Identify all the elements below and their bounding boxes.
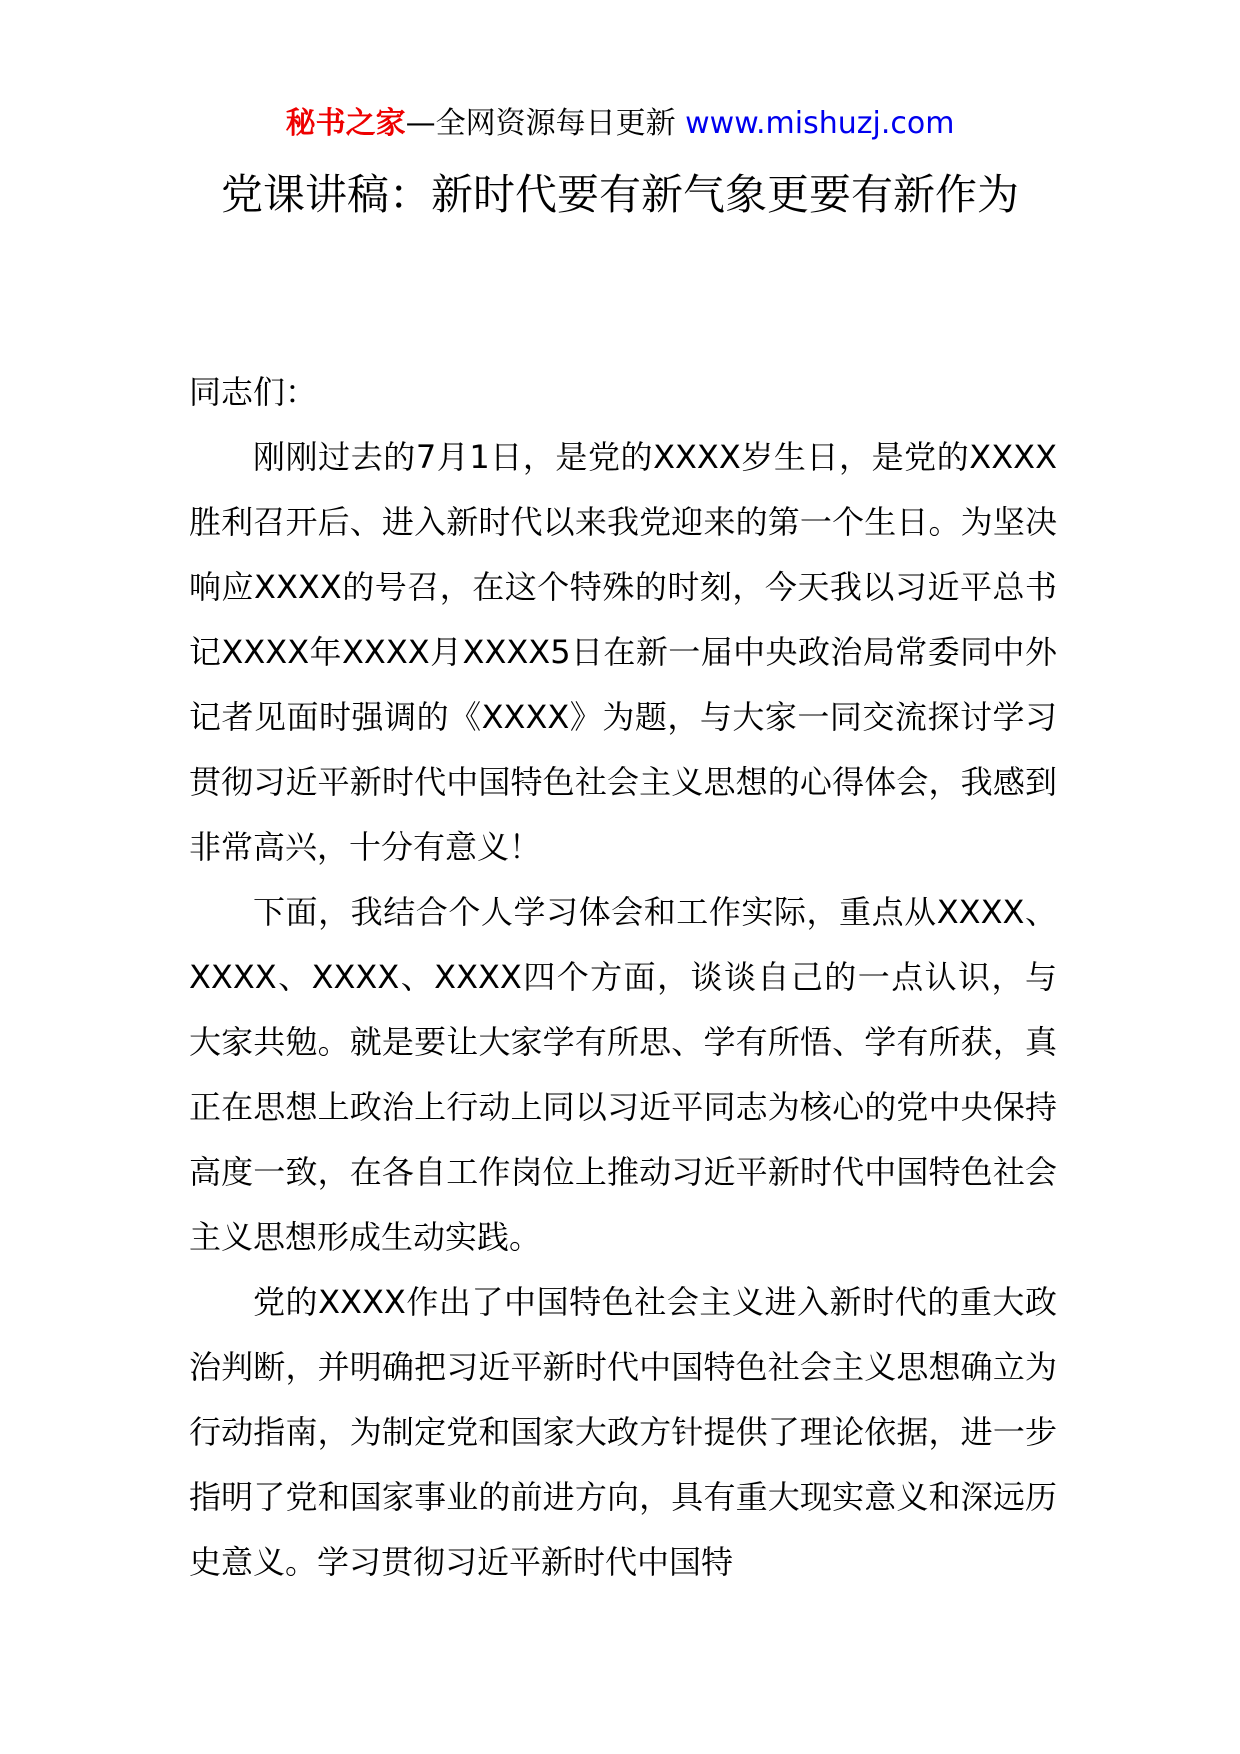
site-header — [0, 104, 1240, 144]
site-brand: 秘书之家 — [285, 106, 406, 141]
paragraph: 刚刚过去的7月1日，是党的XXXX岁生日，是党的XXXX胜利召开后、进入新时代以来我党迎来的第一个生日。为坚决响应XXXX的号召，在这个特殊的时刻，今天我以习近平总书记XXXX年XXXX月XXXX5日在新一届中央政治局常委同中外记者见面时强调的《XXXX》为题，与大家一同交流探讨学习贯彻习近平新时代中国特色社会主义思想的心得体会，我感到非常高兴，十分有意义！ — [189, 438, 1057, 866]
paragraph: 党的XXXX作出了中国特色社会主义进入新时代的重大政治判断，并明确把习近平新时代中国特色社会主义思想确立为行动指南，为制定党和国家大政方针提供了理论依据，进一步指明了党和国家事业的前进方向，具有重大现实意义和深远历史意义。学习贯彻习近平新时代中国特 — [189, 1283, 1057, 1581]
site-slogan: —全网资源每日更新 — [405, 106, 676, 141]
paragraph: 下面，我结合个人学习体会和工作实际，重点从XXXX、XXXX、XXXX、XXXX四个方面，谈谈自己的一点认识，与大家共勉。就是要让大家学有所思、学有所悟、学有所获，真正在思想上政治上行动上同以习近平同志为核心的党中央保持高度一致，在各自工作岗位上推动习近平新时代中国特色社会主义思想形成生动实践。 — [189, 893, 1057, 1256]
document-body — [189, 360, 1057, 1595]
site-url-link[interactable]: www.mishuzj.com — [685, 106, 955, 141]
document-title: 党课讲稿：新时代要有新气象更要有新作为 — [220, 170, 1019, 219]
salutation: 同志们： — [189, 373, 318, 411]
